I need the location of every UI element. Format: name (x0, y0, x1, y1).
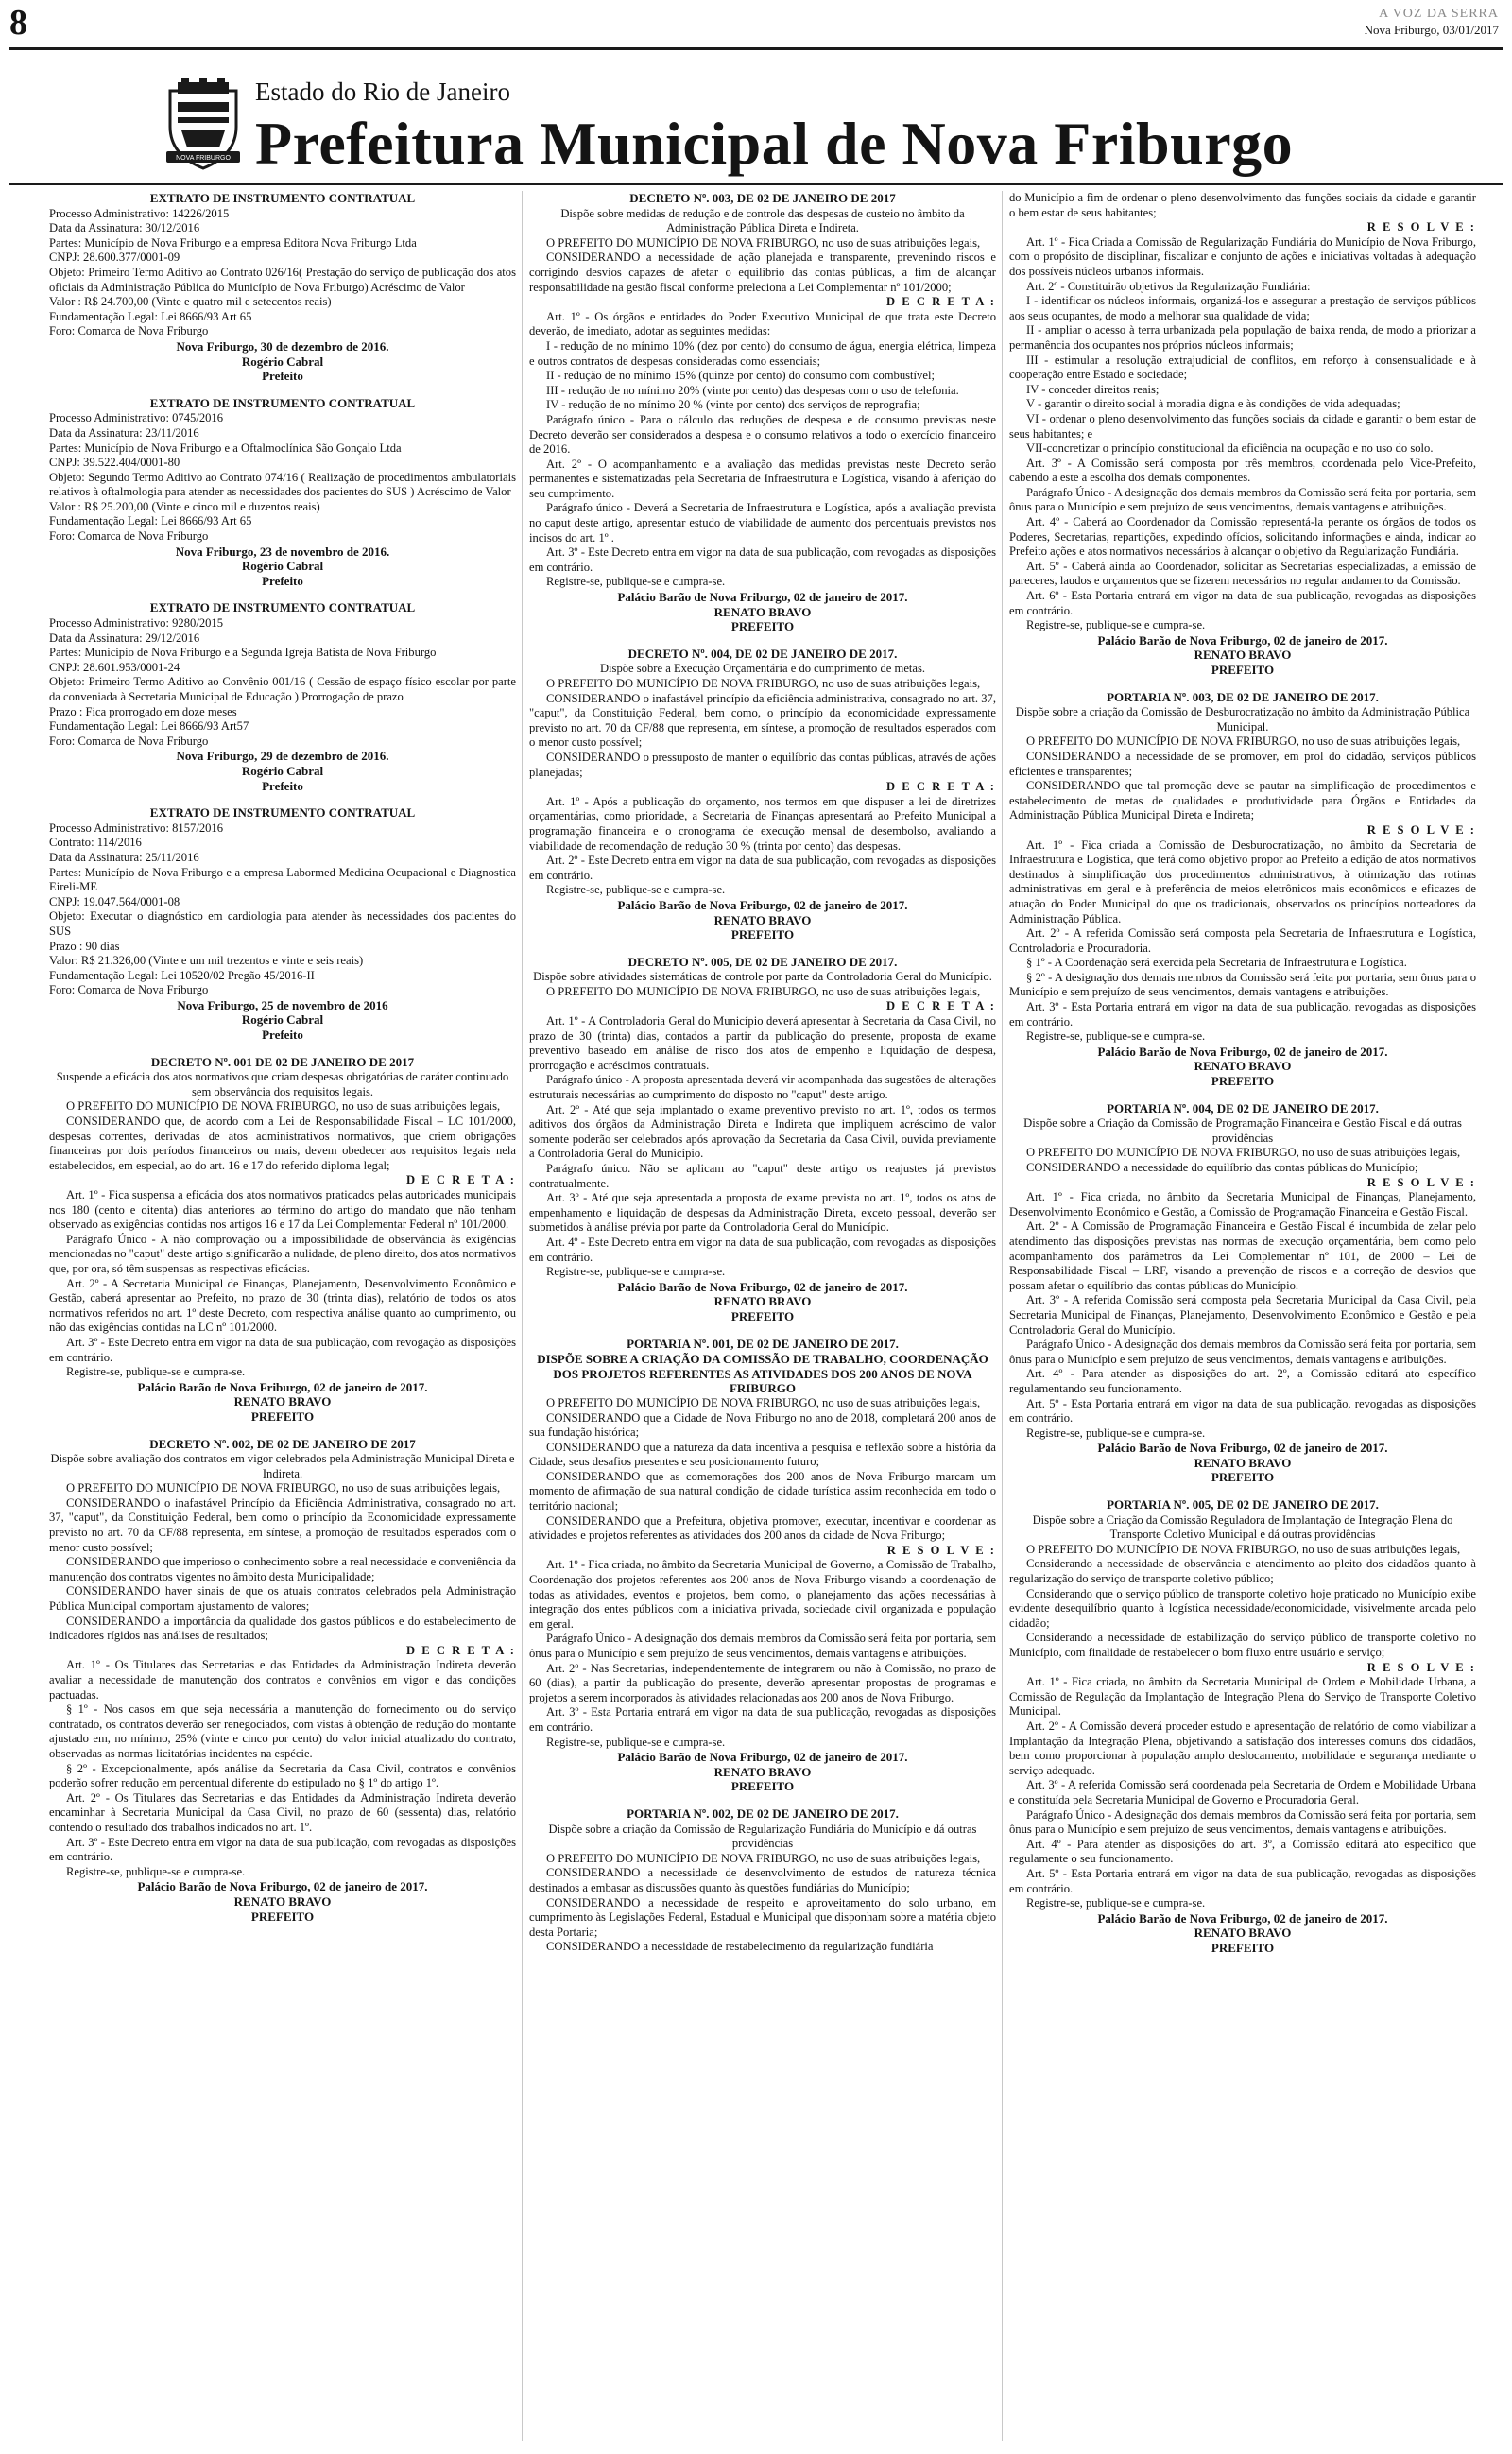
publication-section (49, 191, 516, 384)
paragraph: Registre-se, publique-se e cumpra-se. (1026, 1426, 1206, 1440)
header-rule (9, 183, 1503, 185)
top-rule (9, 47, 1503, 50)
paragraph: Processo Administrativo: 14226/2015 (49, 206, 230, 220)
paragraph: V - garantir o direito social à moradia digna e às condições de vida adequadas; (1026, 397, 1400, 411)
signature-line: Prefeito (262, 369, 303, 384)
paragraph: § 1º - A Coordenação será exercida pela Secretaria de Infraestrutura e Logística. (1026, 956, 1407, 970)
decree-clause: R E S O L V E : (1366, 822, 1476, 837)
paragraph: Objeto: Primeiro Termo Aditivo ao Contrato 026/16( Prestação do serviço de publicação dos atos oficiais da Administração Pública do Município de Nova Friburgo) Acréscimo de Valor (49, 265, 516, 294)
signature-line: RENATO BRAVO (713, 1764, 812, 1779)
section-heading: PORTARIA Nº. 004, DE 02 DE JANEIRO DE 2017. (1107, 1100, 1379, 1115)
section-heading: DECRETO Nº. 004, DE 02 DE JANEIRO DE 2017. (627, 646, 898, 661)
paragraph: Art. 1º - A Controladoria Geral do Município deverá apresentar à Secretaria da Casa Civil, no prazo de 30 (trinta) dias, contados a partir da publicação do presente, proposta de exame preventivo baseado em análise de risco dos atos de empenho e liquidação de despesa, prorrogação e acréscimos contratuais. (529, 1014, 996, 1072)
publication-section (529, 647, 996, 942)
signature-line: DISPÕE SOBRE A CRIAÇÃO DA COMISSÃO DE TRABALHO, COORDENAÇÃO DOS PROJETOS REFERENTES AS ATIVIDADES DOS 200 ANOS DE NOVA FRIBURGO (537, 1352, 988, 1396)
signature-line: RENATO BRAVO (713, 604, 812, 619)
signature-line: PREFEITO (730, 927, 795, 942)
signature-line: PREFEITO (730, 1779, 795, 1794)
prefeitura-title: Prefeitura Municipal de Nova Friburgo (255, 110, 1294, 177)
paragraph: III - estimular a resolução extrajudicial de conflitos, em reforço à consensualidade e à cooperação entre Estado e sociedade; (1009, 353, 1476, 382)
signature-line: PREFEITO (730, 1308, 795, 1323)
publication-section (1009, 690, 1476, 1089)
publication-section (49, 600, 516, 793)
section-heading: PORTARIA Nº. 005, DE 02 DE JANEIRO DE 2017. (1107, 1497, 1379, 1512)
paragraph: Parágrafo Único - A designação dos demais membros da Comissão será feita por portaria, sem ônus para o Município e sem prejuízo de seus vencimentos, demais vantagens e atribuições. (529, 1632, 996, 1660)
paragraph: Art. 4º - Para atender as disposições do art. 3º, a Comissão editará ato específico que regulamente o seu funcionamento. (1009, 1837, 1476, 1866)
paragraph: O PREFEITO DO MUNICÍPIO DE NOVA FRIBURGO, no uso de suas atribuições legais, (546, 677, 981, 690)
paragraph: Art. 3º - Este Decreto entra em vigor na data de sua publicação, com revogadas as disposições em contrário. (529, 545, 996, 574)
signature-line: Palácio Barão de Nova Friburgo, 02 de janeiro de 2017. (1097, 1044, 1388, 1059)
paragraph: Art. 4º - Para atender as disposições do art. 2º, a Comissão editará ato específico regulamentando seu funcionamento. (1009, 1367, 1476, 1395)
summary-text: Dispõe sobre a criação da Comissão de Desburocratização no âmbito da Administração Pública Municipal. (1015, 705, 1470, 734)
paragraph: Processo Administrativo: 8157/2016 (49, 821, 224, 835)
signature-line: PREFEITO (250, 1408, 315, 1424)
section-heading: DECRETO Nº. 003, DE 02 DE JANEIRO DE 2017 (629, 191, 896, 205)
publication-section (49, 1055, 516, 1425)
crest-ribbon-text: NOVA FRIBURGO (176, 155, 231, 162)
column-left (49, 191, 516, 2441)
summary-text: Dispõe sobre avaliação dos contratos em vigor celebrados pela Administração Municipal Direta e Indireta. (50, 1452, 515, 1480)
decree-clause: R E S O L V E : (1366, 1660, 1476, 1674)
decree-clause: D E C R E T A : (886, 295, 996, 309)
publication-section (529, 955, 996, 1324)
paragraph: Registre-se, publique-se e cumpra-se. (546, 883, 726, 897)
signature-line: Palácio Barão de Nova Friburgo, 02 de janeiro de 2017. (617, 590, 908, 605)
summary-text: Dispõe sobre a criação da Comissão de Regularização Fundiária do Município e dá outras providências (548, 1822, 977, 1851)
paragraph: CONSIDERANDO que a Prefeitura, objetiva promover, executar, incentivar e coordenar as atividades e projetos referentes as atividades dos 200 anos da cidade de Nova Friburgo; (529, 1513, 996, 1543)
publication-section (1009, 191, 1476, 678)
paragraph: Art. 1º - Fica criada, no âmbito da Secretaria Municipal de Governo, a Comissão de Trabalho, Coordenação dos projetos referentes aos 200 anos de Nova Friburgo visando a coordenação de todas as atividades, eventos e projetos, bem como, o planejamento das ações necessárias à integração dos entes públicos com a iniciativa privada, sociedade civil organizada e população em geral. (529, 1558, 996, 1631)
paragraph: Art. 2º - Constituirão objetivos da Regularização Fundiária: (1026, 279, 1311, 293)
paragraph: Art. 1º - Fica criada, no âmbito da Secretaria Municipal de Finanças, Planejamento, Desenvolvimento Econômico e Gestão, a Comissão de Programação Financeira e Gestão Fiscal. (1009, 1190, 1476, 1218)
paragraph: Prazo : Fica prorrogado em doze meses (49, 704, 237, 718)
publication-section (1009, 1497, 1476, 1955)
paragraph: Foro: Comarca de Nova Friburgo (49, 734, 209, 748)
paragraph: Art. 2º - A Secretaria Municipal de Finanças, Planejamento, Desenvolvimento Econômico e Gestão, caberá apresentar ao Prefeito, no prazo de 30 (trinta dias), relatório de todos os atos normativos referidos no art. 1º deste Decreto, com respectiva análise quanto ao cumprimento, ou não das exigências contidas na LC nº 101/2000. (49, 1276, 516, 1335)
section-heading: PORTARIA Nº. 002, DE 02 DE JANEIRO DE 2017. (627, 1806, 899, 1821)
paragraph: CONSIDERANDO a necessidade de se promover, em prol do cidadão, serviços públicos eficientes e transparentes; (1009, 749, 1476, 778)
signature-line: RENATO BRAVO (713, 1294, 812, 1309)
paragraph: Art. 4º - Caberá ao Coordenador da Comissão representá-la perante os órgãos de todos os Poderes, Secretarias, repartições, expedindo ofícios, solicitando informações e ainda, indicar ao Prefeito ações e atos normativos necessários à alcançar o objetivo da Regularização Fundiária. (1009, 515, 1476, 559)
section-heading: DECRETO Nº. 001 DE 02 DE JANEIRO DE 2017 (150, 1054, 415, 1069)
paragraph: Art. 5º - Esta Portaria entrará em vigor na data de sua publicação, revogadas as disposições em contrário. (1009, 1396, 1476, 1426)
signature-line: RENATO BRAVO (1194, 1059, 1292, 1074)
paragraph: Parágrafo único. Não se aplicam ao "caput" deste artigo os reajustes já previstos contratualmente. (529, 1162, 996, 1190)
section-heading: PORTARIA Nº. 003, DE 02 DE JANEIRO DE 2017. (1107, 689, 1379, 704)
paragraph: Parágrafo único - A proposta apresentada deverá vir acompanhada das sugestões de alterações estruturais necessárias ao cumprimento do disposto no "caput" deste artigo. (529, 1073, 996, 1102)
signature-line: PREFEITO (730, 619, 795, 634)
paragraph: Art. 2º - Nas Secretarias, independentemente de integrarem ou não à Comissão, no prazo de 60 (dias), a partir da publicação do presente, deverão apresentar propostas de programas e projetos a serem incorporados às atividades relacionadas aos 200 anos de Nova Friburgo. (529, 1661, 996, 1704)
paragraph: Registre-se, publique-se e cumpra-se. (1026, 1029, 1206, 1044)
paragraph: Art. 2º - A Comissão deverá proceder estudo e apresentação de relatório de como viabilizar a Implantação da Integração Plena, objetivando a satisfação dos interesses comuns dos cidadãos, bem como proporcionar à população amplo deslocamento, mobilidade e segurança mediante o serviço adequado. (1009, 1719, 1476, 1777)
decree-clause: R E S O L V E : (1366, 220, 1476, 234)
signature-line: Prefeito (262, 1028, 303, 1043)
paragraph: VI - ordenar o pleno desenvolvimento das funções sociais da cidade e garantir o bem estar de seus habitantes; e (1009, 411, 1476, 441)
paragraph: Foro: Comarca de Nova Friburgo (49, 983, 209, 997)
column-divider (1002, 191, 1003, 2441)
paragraph: § 2º - Excepcionalmente, após análise da Secretaria da Casa Civil, contratos e convênios poderão sofrer redução em percentual diferente do estipulado no § 1º do artigo 1º. (49, 1761, 516, 1790)
paragraph: § 1º - Nos casos em que seja necessária a manutenção do fornecimento ou do serviço contratado, os contratos deverão ser renegociados, com vistas à obtenção de redução do montante ajustado em, no mínimo, 25% (vinte e cinco por cento) do valor inicial atualizado do contrato, observadas as normas licitatórias incidentes na espécie. (49, 1702, 516, 1760)
state-name: Estado do Rio de Janeiro (255, 78, 510, 106)
paragraph: Prazo : 90 dias (49, 939, 120, 953)
signature-line: Prefeito (262, 778, 303, 793)
paragraph: Considerando que o serviço público de transporte coletivo hoje praticado no Município exibe evidente desequilíbrio quanto à logística necessidade/economicidade, visivelmente arcada pelo cidadão; (1009, 1586, 1476, 1630)
signature-line: Nova Friburgo, 30 de dezembro de 2016. (176, 338, 389, 354)
section-heading: DECRETO Nº. 002, DE 02 DE JANEIRO DE 2017 (149, 1436, 416, 1451)
paragraph: O PREFEITO DO MUNICÍPIO DE NOVA FRIBURGO, no uso de suas atribuições legais, (66, 1099, 501, 1114)
decree-clause: D E C R E T A : (406, 1643, 516, 1657)
paragraph: Art. 1º - Fica suspensa a eficácia dos atos normativos praticados pelas autoridades municipais nos 180 (cento e oitenta) dias anteriores ao término do artigo do mandato que não tenham observado as exigências contidas nos artigos 16 e 17 da Lei Complementar Federal nº 101/2000. (49, 1188, 516, 1232)
section-heading: EXTRATO DE INSTRUMENTO CONTRATUAL (149, 395, 416, 410)
paragraph: CONSIDERANDO o inafastável princípio da eficiência administrativa, consagrado no art. 37, "caput", da Constituição Federal, bem como, o princípio da economicidade expressamente previsto no art. 70 da CF/88 que representa, em síntese, a promoção de resultados esperados com o menor custo possível; (529, 691, 996, 750)
signature-line: Nova Friburgo, 25 de novembro de 2016 (177, 997, 388, 1012)
paragraph: Art. 2º - Os Titulares das Secretarias e das Entidades da Administração Indireta deverão encaminhar à Secretaria Municipal da Casa Civil, no prazo de 60 (sessenta) dias, relatório contendo o resultado dos trabalhos indicados no art. 1º. (49, 1790, 516, 1834)
paragraph: Data da Assinatura: 30/12/2016 (49, 221, 200, 235)
paragraph: Art. 5º - Esta Portaria entrará em vigor na data de sua publicação, revogadas as disposições em contrário. (1009, 1866, 1476, 1895)
decree-clause: D E C R E T A : (886, 780, 996, 794)
signature-line: Palácio Barão de Nova Friburgo, 02 de janeiro de 2017. (1097, 1441, 1388, 1456)
signature-line: Prefeito (262, 573, 303, 588)
paragraph: Art. 3º - Este Decreto entra em vigor na data de sua publicação, com revogadas as disposições em contrário. (49, 1835, 516, 1864)
summary-text: Dispõe sobre a Criação da Comissão Reguladora de Implantação de Integração Plena do Transporte Coletivo Municipal e dá outras providências (1032, 1512, 1453, 1542)
paragraph: Art. 6º - Esta Portaria entrará em vigor na data de sua publicação, revogadas as disposições em contrário. (1009, 589, 1476, 617)
summary-text: Dispõe sobre atividades sistemáticas de controle por parte da Controladoria Geral do Município. (533, 970, 992, 984)
signature-line: Palácio Barão de Nova Friburgo, 02 de janeiro de 2017. (1097, 632, 1388, 648)
publication-section (49, 396, 516, 589)
paragraph: CONSIDERANDO que imperioso o conhecimento sobre a real necessidade e conveniência da manutenção dos contratos vigentes no âmbito desta Municipalidade; (49, 1555, 516, 1583)
paragraph: Processo Administrativo: 9280/2015 (49, 616, 224, 631)
paragraph: CONSIDERANDO haver sinais de que os atuais contratos celebrados pela Administração Pública Municipal comportam ajustamento de valores; (49, 1584, 516, 1614)
edition-date: Nova Friburgo, 03/01/2017 (1364, 23, 1499, 37)
signature-line: Palácio Barão de Nova Friburgo, 02 de janeiro de 2017. (137, 1379, 428, 1394)
signature-line: PREFEITO (1211, 1074, 1275, 1089)
paragraph: Fundamentação Legal: Lei 10520/02 Pregão 45/2016-II (49, 968, 315, 982)
paragraph: CONSIDERANDO a importância da qualidade dos gastos públicos e do estabelecimento de indicadores rígidos nas análises de resultados; (49, 1614, 516, 1643)
summary-text: Dispõe sobre medidas de redução e de controle das despesas de custeio no âmbito da Administração Pública Direta e Indireta. (560, 206, 965, 235)
paragraph: CONSIDERANDO que a natureza da data incentiva a pesquisa e reflexão sobre a história da Cidade, seus desafios presentes e seu posicionamento futuro; (529, 1440, 996, 1469)
paragraph: do Município a fim de ordenar o pleno desenvolvimento das funções sociais da cidade e garantir o bem estar de seus habitantes; (1009, 191, 1476, 219)
decree-clause: R E S O L V E : (886, 1543, 996, 1557)
paragraph: Parágrafo único - Deverá a Secretaria de Infraestrutura e Logística, após a avaliação prevista no caput deste artigo, apresentar estudo de viabilidade de aumento dos percentuais previstos nos incisos do art. 1º . (529, 501, 996, 544)
paragraph: CONSIDERANDO o inafastável Princípio da Eficiência Administrativa, consagrado no art. 37, "caput", da Constituição Federal, bem como o princípio da Economicidade expressamente previsto no art. 70 da CF/88 representa, em síntese, a promoção de resultados esperados com o menor custo possível; (49, 1495, 516, 1554)
paragraph: § 2º - A designação dos demais membros da Comissão será feita por portaria, sem ônus para o Município e sem prejuízo de seus vencimentos, demais vantagens e atribuições. (1009, 970, 1476, 999)
paper-name: A VOZ DA SERRA (1379, 7, 1499, 21)
paragraph: CNPJ: 28.601.953/0001-24 (49, 660, 180, 674)
paragraph: Partes: Município de Nova Friburgo e a Segunda Igreja Batista de Nova Friburgo (49, 646, 437, 660)
publication-section (49, 805, 516, 1043)
paragraph: Art. 3º - Esta Portaria entrará em vigor na data de sua publicação, revogadas as disposições em contrário. (529, 1705, 996, 1734)
paragraph: Valor : R$ 25.200,00 (Vinte e cinco mil e duzentos reais) (49, 499, 320, 513)
signature-line: RENATO BRAVO (233, 1893, 332, 1909)
paragraph: Art. 2º - O acompanhamento e a avaliação das medidas previstas neste Decreto serão permanentes e sistematizadas pela Secretaria de Infraestrutura e Logística, visando à aferição do seu cumprimento. (529, 457, 996, 500)
signature-line: Palácio Barão de Nova Friburgo, 02 de janeiro de 2017. (617, 1750, 908, 1765)
section-heading: DECRETO Nº. 005, DE 02 DE JANEIRO DE 2017. (627, 954, 898, 969)
paragraph: IV - conceder direitos reais; (1026, 382, 1160, 396)
paragraph: Art. 2º - A referida Comissão será composta pela Secretaria de Infraestrutura e Logística, Controladoria e Procuradoria. (1009, 926, 1476, 955)
paragraph: CNPJ: 28.600.377/0001-09 (49, 251, 180, 265)
signature-line: Nova Friburgo, 23 de novembro de 2016. (175, 544, 390, 559)
signature-line: RENATO BRAVO (1194, 648, 1292, 663)
signature-line: RENATO BRAVO (1194, 1455, 1292, 1470)
section-heading: EXTRATO DE INSTRUMENTO CONTRATUAL (149, 191, 416, 205)
paragraph: Art. 1º - Fica Criada a Comissão de Regularização Fundiária do Município de Nova Friburgo, com o propósito de disciplinar, fiscalizar e conjunto de ações e iniciativas voltadas à adequação dos possíveis núcleos urbanos informais. (1009, 234, 1476, 278)
signature-line: Palácio Barão de Nova Friburgo, 02 de janeiro de 2017. (617, 1279, 908, 1294)
paragraph: Parágrafo único - Para o cálculo das reduções de despesa e de consumo previstas neste Decreto deverão ser considerados a despesa e o consumo relativos a todo o exercício financeiro de 2016. (529, 412, 996, 457)
paragraph: Considerando a necessidade de estabilização do serviço público de transporte coletivo no Município, com finalidade de restabelecer o bom fluxo entre usuário e serviço; (1009, 1631, 1476, 1659)
paragraph: III - redução de no mínimo 20% (vinte por cento) das despesas com o uso de telefonia. (546, 383, 959, 397)
signature-line: Nova Friburgo, 29 de dezembro de 2016. (176, 749, 389, 764)
decree-clause: R E S O L V E : (1366, 1175, 1476, 1189)
paragraph: Parágrafo Único - A designação dos demais membros da Comissão será feita por portaria, sem ônus para o Município e sem prejuízo de seus vencimentos, demais vantagens e atribuições. (1009, 485, 1476, 514)
paragraph: Partes: Município de Nova Friburgo e a Oftalmoclínica São Gonçalo Ltda (49, 441, 402, 455)
paragraph: CONSIDERANDO a necessidade de respeito e aproveitamento do solo urbano, em cumprimento às Legislações Federal, Estadual e Municipal que disponham sobre a matéria objeto desta Portaria; (529, 1895, 996, 1939)
paragraph: Registre-se, publique-se e cumpra-se. (66, 1864, 246, 1878)
paragraph: Art. 5º - Caberá ainda ao Coordenador, solicitar as Secretarias especializadas, a emissão de pareceres, laudos e orçamentos que se fizerem necessários no regular andamento da Comissão. (1009, 559, 1476, 588)
paragraph: O PREFEITO DO MUNICÍPIO DE NOVA FRIBURGO, no uso de suas atribuições legais, (1026, 1542, 1461, 1556)
paragraph: CONSIDERANDO a necessidade do equilíbrio das contas públicas do Município; (1026, 1161, 1418, 1174)
publication-section (1009, 1101, 1476, 1485)
publication-section (529, 1806, 996, 1955)
paragraph: Fundamentação Legal: Lei 8666/93 Art 65 (49, 514, 252, 528)
paragraph: Fundamentação Legal: Lei 8666/93 Art 65 (49, 309, 252, 323)
signature-line: RENATO BRAVO (713, 912, 812, 927)
signature-line: Palácio Barão de Nova Friburgo, 02 de janeiro de 2017. (137, 1879, 428, 1894)
paragraph: Art. 1º - Os Titulares das Secretarias e das Entidades da Administração Indireta deverão avaliar a necessidade de manutenção dos contratos e convênios em vigor e das condições pactuadas. (49, 1658, 516, 1702)
signature-line: PREFEITO (1211, 663, 1275, 677)
paragraph: Foro: Comarca de Nova Friburgo (49, 529, 209, 544)
publication-section (49, 1437, 516, 1925)
paragraph: Art. 3º - Este Decreto entra em vigor na data de sua publicação, com revogação as disposições em contrário. (49, 1335, 516, 1364)
paragraph: Art. 1º - Os órgãos e entidades do Poder Executivo Municipal de que trata este Decreto deverão, de imediato, adotar as seguintes medidas: (529, 309, 996, 338)
paragraph: Registre-se, publique-se e cumpra-se. (66, 1365, 246, 1379)
paragraph: CONSIDERANDO a necessidade de restabelecimento da regularização fundiária (546, 1940, 934, 1954)
paragraph: Processo Administrativo: 0745/2016 (49, 411, 224, 425)
paragraph: VII-concretizar o princípio constitucional da eficiência na ocupação e no uso do solo. (1026, 441, 1434, 456)
paragraph: Partes: Município de Nova Friburgo e a empresa Labormed Medicina Ocupacional e Diagnostica Eireli-ME (49, 865, 516, 894)
paragraph: Contrato: 114/2016 (49, 836, 142, 850)
paragraph: O PREFEITO DO MUNICÍPIO DE NOVA FRIBURGO, no uso de suas atribuições legais, (1026, 734, 1461, 749)
paragraph: Fundamentação Legal: Lei 8666/93 Art57 (49, 719, 249, 734)
paragraph: CONSIDERANDO o pressuposto de manter o equilíbrio das contas públicas, através de ações planejadas; (529, 750, 996, 779)
paragraph: Partes: Município de Nova Friburgo e a empresa Editora Nova Friburgo Ltda (49, 235, 417, 250)
paragraph: Art. 3º - Até que seja apresentada a proposta de exame prevista no art. 1º, todos os atos de empenhamento e liquidação de despesas da Administração Direta, exceto pessoal, deverão ser submetidos à análise prévia por parte da Controladoria Geral do Município. (529, 1191, 996, 1235)
paragraph: Parágrafo Único - A designação dos demais membros da Comissão será feita por portaria, sem ônus para o Município e sem prejuízo de seus vencimentos, demais vantagens e atribuições. (1009, 1338, 1476, 1366)
city-crest-icon (161, 78, 246, 172)
summary-text: Dispõe sobre a Execução Orçamentária e do cumprimento de metas. (599, 662, 926, 676)
paragraph: CONSIDERANDO que a Cidade de Nova Friburgo no ano de 2018, completará 200 anos de sua fundação histórica; (529, 1410, 996, 1440)
paragraph: Art. 2º - A Comissão de Programação Financeira e Gestão Fiscal é incumbida de zelar pelo atendimento das disposições previstas nas normas de execução orçamentária, bem como pelo acompanhamento dos parâmetros da Lei Complementar nº 101, de 2000 – Lei de Responsabilidade Fiscal – LRF, visando a prevenção de riscos e a correção de desvios que possam afetar o equilíbrio das contas públicas do Município. (1009, 1219, 1476, 1292)
paragraph: Art. 1º - Após a publicação do orçamento, nos termos em que dispuser a lei de diretrizes orçamentárias, como prioridade, a Secretaria de Finanças apresentará ao Prefeito Municipal a programação financeira e o cronograma de execução mensal de desembolso, avaliando a viabilidade de recomendação de redução 30 % (trinta por cento) das despesas. (529, 794, 996, 853)
section-heading: EXTRATO DE INSTRUMENTO CONTRATUAL (149, 805, 416, 821)
decree-clause: D E C R E T A : (406, 1173, 516, 1187)
paragraph: Art. 4º - Este Decreto entra em vigor na data de sua publicação, com revogadas as disposições em contrário. (529, 1235, 996, 1264)
paragraph: Objeto: Executar o diagnóstico em cardiologia para atender às necessidades dos pacientes do SUS (49, 909, 516, 938)
paragraph: IV - redução de no mínimo 20 % (vinte por cento) dos serviços de reprografia; (546, 398, 920, 412)
signature-line: Rogério Cabral (241, 763, 324, 778)
paragraph: I - identificar os núcleos informais, organizá-los e assegurar a prestação de serviços públicos aos seus ocupantes, de modo a melhorar sua qualidade de vida; (1009, 294, 1476, 322)
paragraph: Valor: R$ 21.326,00 (Vinte e um mil trezentos e vinte e seis reais) (49, 954, 364, 968)
summary-text: Suspende a eficácia dos atos normativos que criam despesas obrigatórias de caráter continuado sem observância dos requisitos legais. (56, 1070, 509, 1098)
paragraph: Registre-se, publique-se e cumpra-se. (546, 1265, 726, 1279)
decree-clause: D E C R E T A : (886, 999, 996, 1013)
paragraph: Art. 3º - Esta Portaria entrará em vigor na data de sua publicação, revogadas as disposições em contrário. (1009, 1000, 1476, 1028)
paragraph: Art. 1º - Fica criada a Comissão de Desburocratização, no âmbito da Secretaria de Infraestrutura e Logística, que terá como objetivo propor ao Prefeito a edição de atos normativos destinados à simplificação dos procedimentos administrativos, à otimização das rotinas administrativas em geral e à preferência de meios eletrônicos mais econômicos e eficazes de atuação do Poder Municipal do que os tradicionais, observados os princípios norteadores da Administração Pública. (1009, 838, 1476, 925)
signature-line: RENATO BRAVO (233, 1394, 332, 1409)
paragraph: Considerando a necessidade de observância e atendimento ao pleito dos cidadãos quanto à regularização do serviço de transporte coletivo público; (1009, 1557, 1476, 1586)
paragraph: Data da Assinatura: 29/12/2016 (49, 631, 200, 645)
paragraph: CONSIDERANDO que as comemorações dos 200 anos de Nova Friburgo marcam um momento de afirmação de sua natural condição de cidade turística assim reconhecida em todo o território nacional; (529, 1469, 996, 1513)
signature-line: RENATO BRAVO (1194, 1926, 1292, 1941)
paragraph: O PREFEITO DO MUNICÍPIO DE NOVA FRIBURGO, no uso de suas atribuições legais, (546, 1395, 981, 1409)
signature-line: Rogério Cabral (241, 559, 324, 574)
section-heading: EXTRATO DE INSTRUMENTO CONTRATUAL (149, 600, 416, 615)
paragraph: Foro: Comarca de Nova Friburgo (49, 324, 209, 338)
page-number: 8 (9, 3, 27, 43)
paragraph: CNPJ: 19.047.564/0001-08 (49, 894, 180, 908)
paragraph: CONSIDERANDO a necessidade de desenvolvimento de estudos de natureza técnica destinados a embasar as discussões quanto às questões fundiárias do Município; (529, 1866, 996, 1894)
signature-line: PREFEITO (250, 1909, 315, 1924)
section-heading: PORTARIA Nº. 001, DE 02 DE JANEIRO DE 2017. (627, 1336, 899, 1351)
paragraph: CNPJ: 39.522.404/0001-80 (49, 456, 180, 470)
signature-line: Palácio Barão de Nova Friburgo, 02 de janeiro de 2017. (617, 897, 908, 912)
paragraph: CONSIDERANDO que tal promoção deve se pautar na simplificação de procedimentos e estabelecimento de metas de qualidades e produtividade para Órgãos e Entidades da Administração Pública Municipal Direta e Indireta; (1009, 779, 1476, 822)
column-right (1009, 191, 1476, 2441)
paragraph: Registre-se, publique-se e cumpra-se. (1026, 618, 1206, 632)
signature-line: Rogério Cabral (241, 1012, 324, 1028)
paragraph: Parágrafo Único - A designação dos demais membros da Comissão será feita por portaria, sem ônus para o Município e sem prejuízo de seus vencimentos, demais vantagens e atribuições. (1009, 1807, 1476, 1837)
column-divider (522, 191, 523, 2441)
paragraph: Objeto: Segundo Termo Aditivo ao Contrato 074/16 ( Realização de procedimentos ambulatoriais relativos à oftalmologia para atender as necessidades dos pacientes do SUS ) Acréscimo de Valor (49, 470, 516, 499)
paragraph: CONSIDERANDO que, de acordo com a Lei de Responsabilidade Fiscal – LC 101/2000, despesas correntes, derivadas de atos administrativos normativos, que criem obrigações financeiras por dois períodos financeiros ou mais, devem obedecer aos requisitos legais nela estabelecidos, em especial, ao do art. 16 e 17 do referido diploma legal; (49, 1115, 516, 1172)
publication-section (529, 191, 996, 634)
signature-line: Palácio Barão de Nova Friburgo, 02 de janeiro de 2017. (1097, 1910, 1388, 1926)
publication-section (529, 1337, 996, 1794)
paragraph: Art. 2º - Este Decreto entra em vigor na data de sua publicação, com revogadas as disposições em contrário. (529, 854, 996, 882)
edition-info (1365, 6, 1499, 38)
signature-line: Rogério Cabral (241, 354, 324, 369)
column-middle (529, 191, 996, 2441)
paragraph: O PREFEITO DO MUNICÍPIO DE NOVA FRIBURGO, no uso de suas atribuições legais, (546, 1851, 981, 1865)
paragraph: O PREFEITO DO MUNICÍPIO DE NOVA FRIBURGO, no uso de suas atribuições legais, (546, 235, 981, 250)
paragraph: Art. 3º - A Comissão será composta por três membros, coordenada pelo Vice-Prefeito, cabendo a este a escolha dos demais componentes. (1009, 456, 1476, 485)
paragraph: Art. 3º - A referida Comissão será coordenada pela Secretaria de Ordem e Mobilidade Urbana e constituída pela Secretaria Municipal de Governo e Procuradoria Geral. (1009, 1778, 1476, 1806)
paragraph: Data da Assinatura: 25/11/2016 (49, 850, 199, 864)
paragraph: Art. 3º - A referida Comissão será composta pela Secretaria Municipal da Casa Civil, pela Secretaria Municipal de Finanças, Planejamento, Desenvolvimento Econômico e Gestão e pela Controladoria Geral do Município. (1009, 1293, 1476, 1337)
paragraph: Parágrafo Único - A não comprovação ou a impossibilidade de observância às exigências mencionadas no "caput" deste artigo significarão a nulidade, de pleno direito, dos atos normativos que, por ora, só têm suspensas as respectivas eficácias. (49, 1232, 516, 1275)
paragraph: Art. 2º - Até que seja implantado o exame preventivo previsto no art. 1º, todos os termos aditivos dos órgãos da Administração Direta e Indireta que impliquem acréscimo de valor somente poderão ser celebrados após aprovação da Secretaria da Casa Civil, ouvida previamente a Controladoria Geral do Município. (529, 1102, 996, 1161)
signature-line: PREFEITO (1211, 1470, 1275, 1485)
paragraph: Registre-se, publique-se e cumpra-se. (1026, 1896, 1206, 1910)
paragraph: II - redução de no mínimo 15% (quinze por cento) do consumo com combustível; (546, 369, 935, 383)
signature-line: PREFEITO (1211, 1940, 1275, 1955)
paragraph: O PREFEITO DO MUNICÍPIO DE NOVA FRIBURGO, no uso de suas atribuições legais, (1026, 1146, 1461, 1160)
paragraph: CONSIDERANDO a necessidade de ação planejada e transparente, prevenindo riscos e corrigindo desvios capazes de afetar o equilíbrio das contas públicas, a fim de alcançar responsabilidade na gestão fiscal conforme preleciona a Lei Complementar nº 101/2000; (529, 251, 996, 294)
paragraph: O PREFEITO DO MUNICÍPIO DE NOVA FRIBURGO, no uso de suas atribuições legais, (66, 1481, 501, 1495)
paragraph: Registre-se, publique-se e cumpra-se. (546, 1735, 726, 1749)
paragraph: Registre-se, publique-se e cumpra-se. (546, 575, 726, 589)
paragraph: II - ampliar o acesso à terra urbanizada pela população de baixa renda, de modo a priorizar a permanência dos ocupantes nos próprios núcleos informais; (1009, 323, 1476, 352)
paragraph: O PREFEITO DO MUNICÍPIO DE NOVA FRIBURGO, no uso de suas atribuições legais, (546, 984, 981, 998)
summary-text: Dispõe sobre a Criação da Comissão de Programação Financeira e Gestão Fiscal e dá outras providências (1023, 1116, 1462, 1145)
paragraph: I - redução de no mínimo 10% (dez por cento) do consumo de água, energia elétrica, limpeza e outros contratos de despesas consideradas como essenciais; (529, 338, 996, 368)
paragraph: Valor : R$ 24.700,00 (Vinte e quatro mil e setecentos reais) (49, 295, 332, 309)
paragraph: Objeto: Primeiro Termo Aditivo ao Convênio 001/16 ( Cessão de espaço físico escolar por parte da conveniada à Secretaria Municipal de Educação ) Prorrogação de prazo (49, 675, 516, 703)
paragraph: Data da Assinatura: 23/11/2016 (49, 425, 199, 440)
paragraph: Art. 1º - Fica criada, no âmbito da Secretaria Municipal de Ordem e Mobilidade Urbana, a Comissão de Regulação da Implantação de Integração Plena do Serviço de Transporte Coletivo Municipal. (1009, 1675, 1476, 1719)
